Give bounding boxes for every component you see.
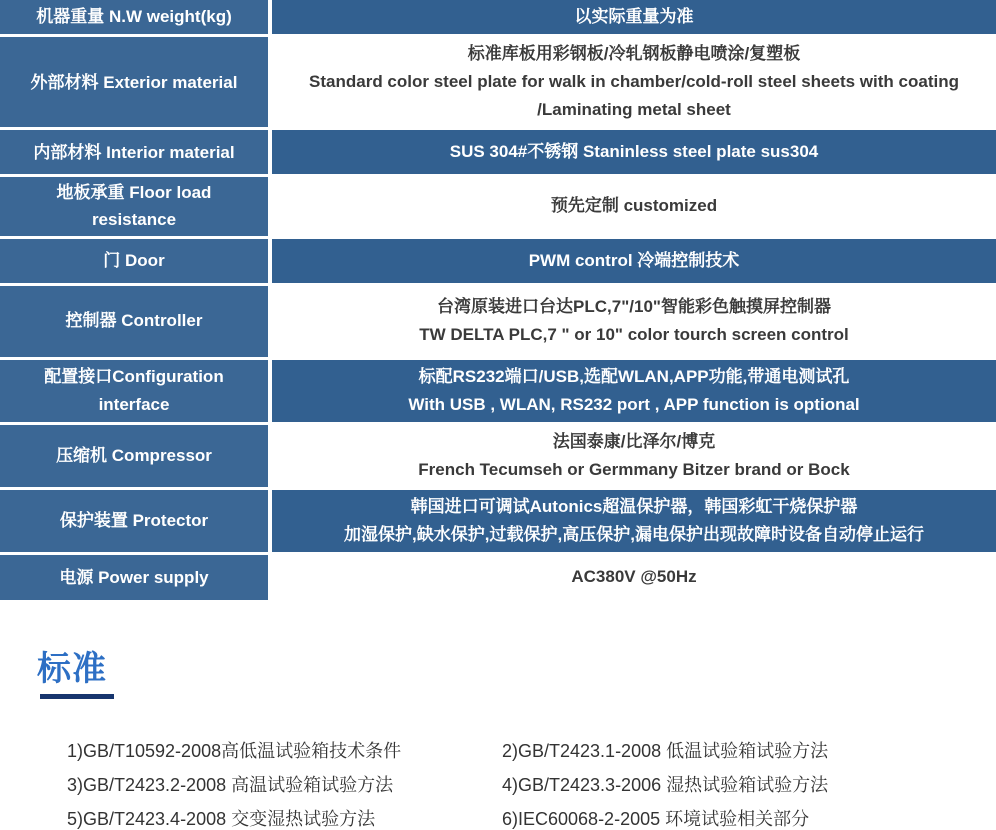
spec-value-line: With USB , WLAN, RS232 port , APP function is optional [408,394,860,414]
spec-value [272,37,996,127]
spec-value [272,130,996,174]
spec-value [272,286,996,357]
spec-label: 门 Door [0,239,272,283]
spec-label: 配置接口Configuration interface [0,360,272,422]
spec-label: 外部材料 Exterior material [0,37,272,127]
spec-row-weight [0,0,996,34]
spec-value-line: 加湿保护,缺水保护,过载保护,高压保护,漏电保护出现故障时设备自动停止运行 [344,524,924,544]
spec-label: 机器重量 N.W weight(kg) [0,0,272,34]
spec-row-door [0,239,996,283]
spec-value [272,555,996,600]
spec-label: 地板承重 Floor load resistance [0,177,272,235]
spec-row-compressor [0,425,996,487]
spec-value [272,425,996,487]
spec-value-line: 韩国进口可调试Autonics超温保护器，韩国彩虹干烧保护器 [410,496,858,516]
spec-value-line: AC380V @50Hz [571,567,697,587]
standard-item: 3)GB/T2423.2-2008 高温试验箱试验方法 [67,774,394,795]
standard-item: 4)GB/T2423.3-2006 湿热试验箱试验方法 [502,774,829,795]
spec-row-controller [0,286,996,357]
spec-value-line: 法国泰康/比泽尔/博克 [552,431,716,451]
spec-value-line: SUS 304#不锈钢 Staninless steel plate sus304 [449,142,819,162]
spec-value-line: TW DELTA PLC,7 " or 10" color tourch screen control [419,325,849,345]
heading-underline [40,694,114,699]
standards-list [37,741,996,830]
spec-label: 压缩机 Compressor [0,425,272,487]
spec-row-configuration-interface [0,360,996,422]
spec-value [272,177,996,235]
spec-value-line: French Tecumseh or Germmany Bitzer brand or Bock [418,459,850,479]
spec-value [272,490,996,552]
spec-label: 电源 Power supply [0,555,272,600]
spec-value-line: 预先定制 customized [550,196,718,216]
standards-section [0,603,996,830]
spec-value-line: PWM control 冷端控制技术 [528,250,740,270]
spec-value [272,0,996,34]
spec-value [272,239,996,283]
spec-label: 控制器 Controller [0,286,272,357]
standard-item: 1)GB/T10592-2008高低温试验箱技术条件 [67,740,402,761]
spec-row-floor-load [0,177,996,235]
standard-item: 5)GB/T2423.4-2008 交变湿热试验方法 [67,808,376,829]
spec-row-protector [0,490,996,552]
spec-value-line: 标准库板用彩钢板/冷轧钢板静电喷涂/复塑板 [467,44,801,64]
spec-row-exterior-material [0,37,996,127]
standards-heading: 标准 [37,649,107,688]
spec-row-interior-material [0,130,996,174]
spec-label: 内部材料 Interior material [0,130,272,174]
spec-value-line: 以实际重量为准 [574,7,694,26]
spec-label: 保护装置 Protector [0,490,272,552]
spec-value-line: 标配RS232端口/USB,选配WLAN,APP功能,带通电测试孔 [418,366,850,386]
standard-item: 2)GB/T2423.1-2008 低温试验箱试验方法 [502,740,829,761]
spec-value-line: 台湾原装进口台达PLC,7"/10"智能彩色触摸屏控制器 [437,297,831,317]
spec-row-power-supply [0,555,996,600]
spec-value [272,360,996,422]
spec-value-line: Standard color steel plate for walk in chamber/cold-roll steel sheets with coating /Laminating metal sheet [309,72,959,120]
standard-item: 6)IEC60068-2-2005 环境试验相关部分 [502,808,810,829]
